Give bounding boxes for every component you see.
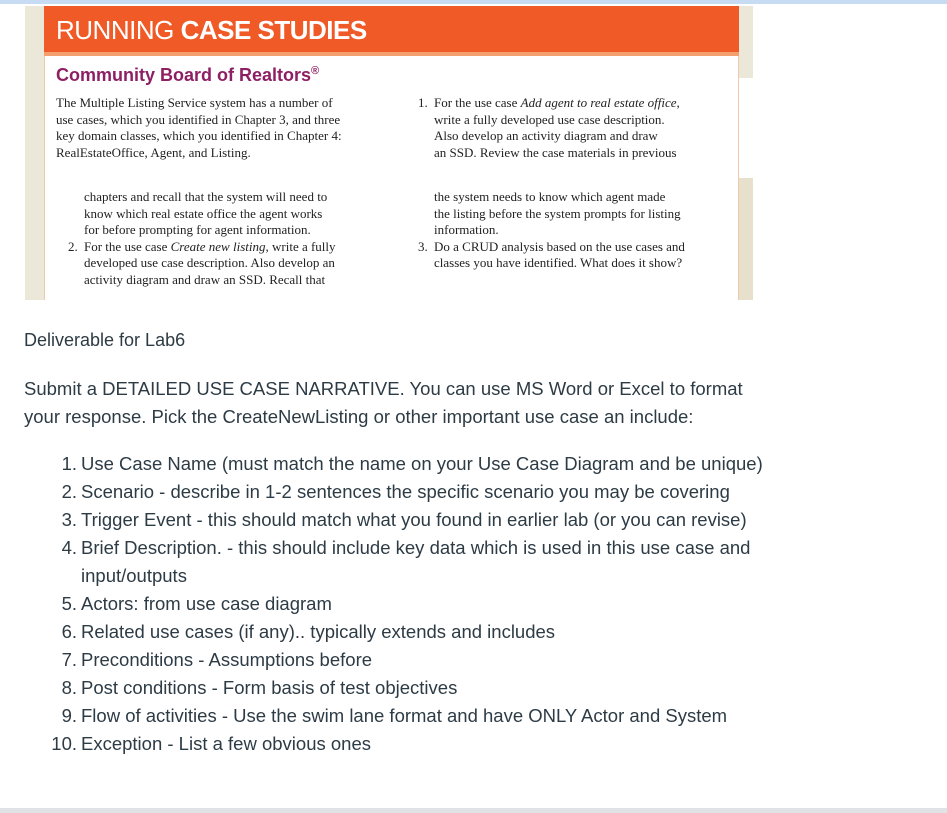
list-item-text: Related use cases (if any).. typically extends and includes — [81, 621, 556, 642]
banner-title-light: RUNNING — [56, 15, 181, 45]
bottom-divider — [0, 808, 947, 813]
list-item-text: Scenario - describe in 1-2 sentences the specific scenario you may be covering — [81, 481, 730, 502]
excerpt-text: For the use case — [84, 238, 171, 254]
excerpt-line — [68, 239, 388, 256]
excerpt-line: Also develop an activity diagram and draw — [434, 128, 658, 143]
list-number: 9. — [61, 705, 77, 726]
list-item-text: Exception - List a few obvious ones — [81, 733, 371, 754]
list-number: 8. — [61, 677, 77, 698]
page-edge-bar — [739, 178, 753, 300]
list-number: 1. — [61, 453, 77, 474]
textbook-excerpt-image — [25, 6, 753, 300]
excerpt-line: The Multiple Listing Service system has a number of — [56, 95, 333, 110]
excerpt-column-1 — [56, 95, 386, 161]
list-item — [48, 730, 788, 758]
excerpt-line: know which real estate office the agent works — [84, 205, 323, 221]
exercise-number: 3. — [418, 238, 428, 254]
top-divider — [0, 0, 947, 4]
excerpt-line: an SSD. Review the case materials in previous — [434, 144, 677, 160]
list-number: 4. — [61, 537, 77, 558]
list-item-text: Brief Description. - this should include key data which is used in this use case and input/outputs — [81, 537, 751, 586]
list-item-text: Flow of activities - Use the swim lane format and have ONLY Actor and System — [81, 705, 728, 726]
list-number: 6. — [61, 621, 77, 642]
case-subtitle-text: Community Board of Realtors — [56, 65, 312, 85]
list-number: 3. — [61, 509, 77, 530]
case-subtitle — [56, 65, 319, 86]
excerpt-line: classes you have identified. What does it show? — [434, 255, 683, 270]
banner-title-bold: CASE STUDIES — [180, 15, 367, 45]
excerpt-line: key domain classes, which you identified in Chapter 4: — [56, 128, 342, 143]
list-item — [48, 450, 788, 478]
deliverable-heading: Deliverable for Lab6 — [24, 330, 186, 350]
excerpt-column-4 — [418, 189, 738, 272]
excerpt-text: Do a CRUD analysis based on the use cases and — [434, 238, 685, 254]
excerpt-line: the listing before the system prompts for listing — [434, 205, 681, 221]
list-item — [48, 618, 788, 646]
list-item — [48, 590, 788, 618]
requirements-list — [48, 450, 788, 758]
list-item — [48, 478, 788, 506]
list-item — [48, 646, 788, 674]
excerpt-line: RealEstateOffice, Agent, and Listing. — [56, 144, 251, 160]
list-item — [48, 702, 788, 730]
excerpt-line: chapters and recall that the system will need to — [84, 189, 328, 204]
list-number: 2. — [61, 481, 77, 502]
excerpt-line: the system needs to know which agent made — [434, 189, 666, 204]
list-number: 10. — [51, 733, 77, 754]
excerpt-line: use cases, which you identified in Chapter 3, and three — [56, 111, 341, 127]
excerpt-line: activity diagram and draw an SSD. Recall that — [84, 271, 326, 287]
list-item — [48, 506, 788, 534]
list-number: 5. — [61, 593, 77, 614]
excerpt-italic: Create new listing — [170, 238, 266, 254]
case-studies-banner — [44, 6, 739, 52]
excerpt-line: write a fully developed use case description. — [434, 111, 665, 127]
list-item-text: Trigger Event - this should match what you found in earlier lab (or you can revise) — [81, 509, 747, 530]
registered-mark: ® — [311, 65, 320, 77]
excerpt-text: , write a fully — [265, 238, 336, 254]
banner-title — [56, 15, 367, 46]
list-item-text: Preconditions - Assumptions before — [81, 649, 373, 670]
excerpt-line — [418, 95, 738, 112]
excerpt-column-2 — [418, 95, 738, 161]
excerpt-line: developed use case description. Also develop an — [84, 255, 335, 270]
excerpt-line: information. — [434, 222, 499, 237]
excerpt-column-3 — [68, 189, 388, 288]
excerpt-text: For the use case — [434, 95, 521, 110]
list-number: 7. — [61, 649, 77, 670]
instructions-paragraph: Submit a DETAILED USE CASE NARRATIVE. You can use MS Word or Excel to format your response. Pick the CreateNewListing or other important use case an include: — [24, 378, 743, 427]
list-item — [48, 534, 788, 590]
list-item-text: Post conditions - Form basis of test objectives — [81, 677, 458, 698]
list-item-text: Actors: from use case diagram — [81, 593, 332, 614]
exercise-number: 2. — [68, 238, 78, 254]
excerpt-line — [418, 239, 738, 256]
excerpt-italic: Add agent to real estate office, — [520, 95, 680, 110]
panel-margin — [739, 78, 753, 178]
excerpt-line: for before prompting for agent information. — [84, 222, 311, 237]
list-item — [48, 674, 788, 702]
list-item-text: Use Case Name (must match the name on your Use Case Diagram and be unique) — [81, 453, 763, 474]
exercise-number: 1. — [418, 95, 428, 110]
